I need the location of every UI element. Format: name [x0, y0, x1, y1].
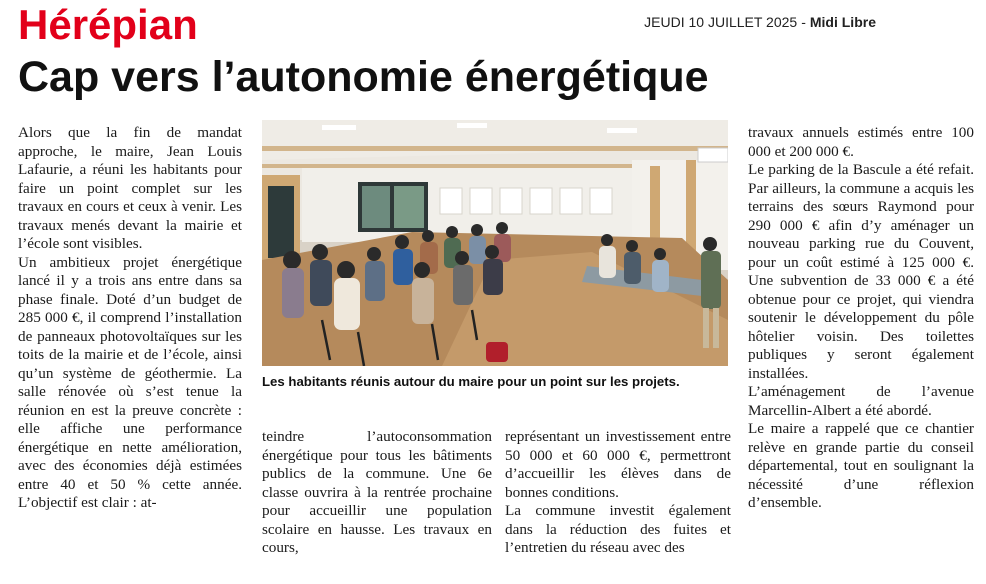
- paragraph: travaux annuels estimés entre 100 000 et 200 000 €.: [748, 124, 974, 160]
- paragraph: Un ambitieux projet énergétique lancé il y a trois ans entre dans sa phase finale. Doté d’un budget de 285 000 €, il comprend l’installation de panneaux photovoltaïques sur les toits de la mairie et de l’école, ainsi qu’un système de géothermie. La salle rénovée où s’est tenue la réunion en est la preuve concrète : elle affiche une performance énergétique en nette amélioration, avec des économies déjà estimées entre 40 et 50 % cette année. L’objectif est clair : at-: [18, 253, 242, 511]
- kicker-town: Hérépian: [18, 1, 198, 48]
- publication-date: JEUDI 10 JUILLET 2025: [644, 14, 798, 30]
- paragraph: Alors que la fin de mandat approche, le maire, Jean Louis Lafaurie, a réuni les habitants pour faire un point complet sur les travaux en cours et ceux à venir. Les travaux menés devant la mairie et l’école sont visibles.: [18, 124, 242, 252]
- dateline: [644, 14, 876, 30]
- text-column-1: [18, 124, 242, 513]
- paragraph: Le parking de la Bascule a été refait. Par ailleurs, la commune a acquis les terrains des sœurs Raymond pour 290 000 € afin d’y aménager un nouveau parking rue du Couvent, pour un coût estimé à 125 000 €. Une subvention de 33 000 € a été obtenue pour ce projet, qui viendra soutenir le développement du pôle hôtelier voisin. Des toilettes publiques y seront également installées.: [748, 161, 974, 382]
- paragraph: teindre l’autoconsommation énergétique pour tous les bâtiments publics de la commune. Une 6e classe ouvrira à la rentrée prochaine pour accueillir une population scolaire en hausse. Les travaux en cours,: [262, 428, 492, 556]
- paragraph: La commune investit également dans la réduction des fuites et l’entretien du réseau avec des: [505, 502, 731, 556]
- article-headline: Cap vers l’autonomie énergétique: [18, 53, 709, 101]
- meeting-room-illustration: [262, 120, 728, 366]
- text-column-4: [748, 124, 974, 513]
- article-photo: [262, 120, 728, 366]
- text-column-3: [505, 428, 731, 558]
- dateline-separator: -: [801, 14, 806, 30]
- paragraph: Le maire a rappelé que ce chantier relève en grande partie du conseil départemental, tout en soulignant la nécessité d’une réflexion d’ensemble.: [748, 420, 974, 511]
- photo-caption: Les habitants réunis autour du maire pour un point sur les projets.: [262, 374, 680, 389]
- newspaper-name: Midi Libre: [809, 14, 876, 30]
- paragraph: L’aménagement de l’avenue Marcellin-Albert a été abordé.: [748, 383, 974, 419]
- paragraph: représentant un investissement entre 50 000 et 60 000 €, permettront d’accueillir les élèves dans de bonnes conditions.: [505, 428, 731, 501]
- text-column-2: [262, 428, 492, 558]
